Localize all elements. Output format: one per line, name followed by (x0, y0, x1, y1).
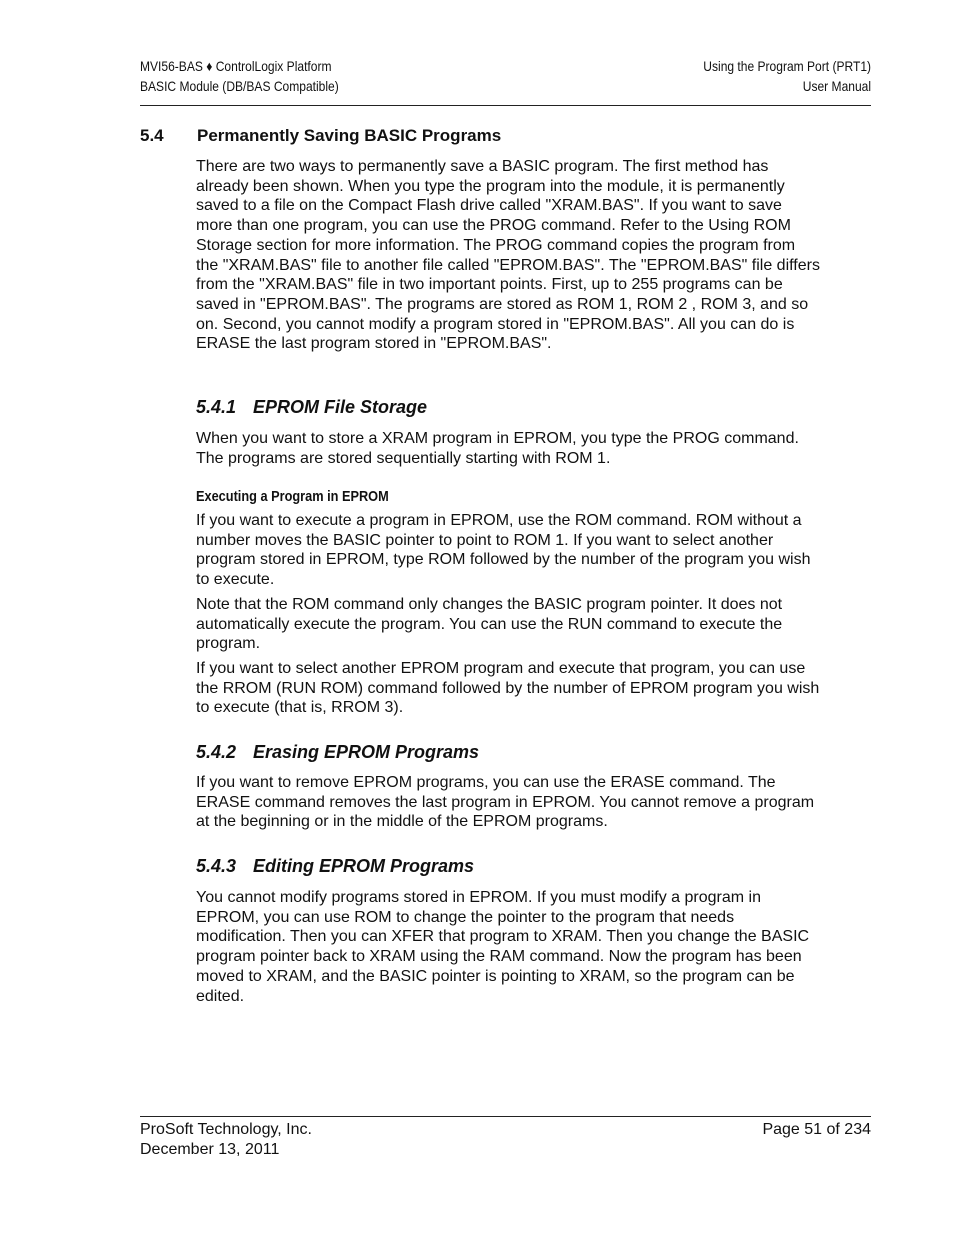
footer-page-number: Page 51 of 234 (762, 1121, 871, 1138)
section-heading (140, 126, 501, 146)
footer-left (140, 1120, 312, 1159)
subsection-number: 5.4.3 (196, 856, 237, 876)
section-intro-paragraph: There are two ways to permanently save a BASIC program. The first method has already been shown. When you type the program into the module, it is permanently saved to a file on the Compact Flash drive called "XRAM.BAS". If you want to save more than one program, you can use the PROG command. Refer to the Using ROM Storage section for more information. The PROG command copies the program from the "XRAM.BAS" file to another file called "EPROM.BAS". The "EPROM.BAS" file differs from the "XRAM.BAS" file in two important points. First, up to 255 programs can be saved in "EPROM.BAS". The programs are stored as ROM 1, ROM 2 , ROM 3, and so on. Second, you cannot modify a program stored in "EPROM.BAS". All you can do is ERASE the last program stored in "EPROM.BAS". (196, 158, 820, 353)
subsection-title: Editing EPROM Programs (253, 856, 475, 876)
footer-date: December 13, 2011 (140, 1140, 280, 1158)
subsection-title: EPROM File Storage (253, 397, 428, 417)
page-header (140, 57, 871, 106)
erasing-paragraph: If you want to remove EPROM programs, you can use the ERASE command. The ERASE command removes the last program in EPROM. You cannot remove a program at the beginning or in the middle of the EPROM programs. (196, 774, 815, 831)
header-module: BASIC Module (DB/BAS Compatible) (140, 77, 339, 94)
header-right (703, 57, 871, 96)
header-doc-type: User Manual (802, 77, 871, 94)
subsection-heading-eprom-storage (196, 397, 427, 418)
subsection-title: Erasing EPROM Programs (253, 742, 480, 762)
subsection-heading-erasing (196, 742, 479, 763)
executing-paragraph-1: If you want to execute a program in EPROM, use the ROM command. ROM without a number moves the BASIC pointer to point to ROM 1. If you want to select another program stored in EPROM, type ROM followed by the number of the program you wish to execute. (196, 512, 811, 589)
executing-paragraph-3: If you want to select another EPROM program and execute that program, you can use the RROM (RUN ROM) command followed by the number of EPROM program you wish to execute (that is, RROM 3). (196, 660, 820, 717)
section-number: 5.4 (140, 126, 164, 145)
subsection-heading-editing (196, 856, 474, 877)
page-footer (140, 1116, 871, 1158)
eprom-storage-paragraph: When you want to store a XRAM program in EPROM, you type the PROG command. The programs are stored sequentially starting with ROM 1. (196, 430, 799, 467)
header-chapter: Using the Program Port (PRT1) (703, 58, 871, 74)
header-product: MVI56-BAS ♦ ControlLogix Platform (140, 58, 332, 74)
section-title: Permanently Saving BASIC Programs (197, 126, 502, 145)
subsection-number: 5.4.2 (196, 742, 237, 762)
executing-paragraph-2: Note that the ROM command only changes the BASIC program pointer. It does not automatically execute the program. You can use the RUN command to execute the program. (196, 596, 783, 653)
subsection-number: 5.4.1 (196, 397, 237, 417)
header-left (140, 57, 339, 96)
footer-company: ProSoft Technology, Inc. (140, 1121, 312, 1138)
editing-paragraph: You cannot modify programs stored in EPROM. If you must modify a program in EPROM, you can use ROM to change the pointer to the program that needs modification. Then you can XFER that program to XRAM. Then you change the BASIC program pointer back to XRAM using the RAM command. Now the program has been moved to XRAM, and the BASIC pointer is pointing to XRAM, so the program can be edited. (196, 889, 810, 1005)
executing-program-heading: Executing a Program in EPROM (196, 488, 389, 505)
